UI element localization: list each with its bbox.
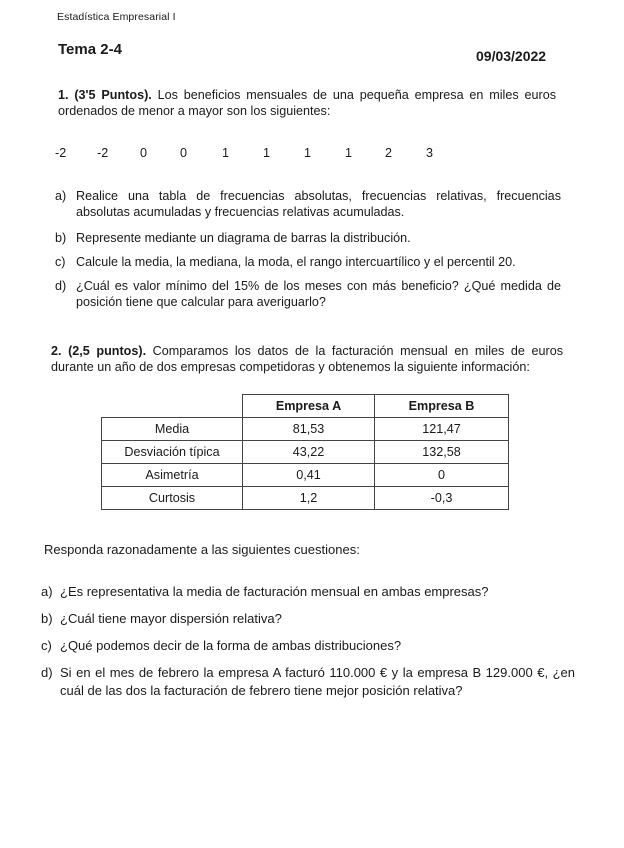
column-header-empresa-a: Empresa A [243,395,375,418]
q2-text: Comparamos los datos de la facturación mensual en miles de euros durante un año de dos empresas competidoras y obtenemos la siguiente información: [51,344,564,374]
data-value: 1 [304,146,312,160]
cell-empresa-b: 121,47 [375,418,509,441]
item-text: ¿Qué podemos decir de la forma de ambas distribuciones? [60,638,402,653]
topic-title: Tema 2-4 [58,41,122,58]
item-text: Calcule la media, la mediana, la moda, el rango intercuartílico y el percentil 20. [76,255,516,269]
data-value: 3 [426,146,434,160]
comparison-table [101,394,509,510]
cell-empresa-a: 81,53 [243,418,375,441]
table-row [102,487,509,510]
data-value: 1 [345,146,353,160]
cell-empresa-b: 132,58 [375,441,509,464]
item-label: a) [55,189,67,203]
data-value: 0 [180,146,188,160]
table-header-row [102,395,509,418]
item-label: d) [41,665,53,680]
data-value: 2 [385,146,393,160]
item-label: b) [55,231,67,245]
data-value: 0 [140,146,148,160]
row-label: Curtosis [102,487,243,510]
q1-points: (3'5 Puntos). [74,88,152,102]
cell-empresa-b: -0,3 [375,487,509,510]
item-label: d) [55,279,67,293]
exam-date: 09/03/2022 [476,48,547,64]
course-header: Estadística Empresarial I [57,11,176,23]
item-label: a) [41,584,53,599]
table-row [102,441,509,464]
q1-statement [58,87,556,119]
item-text: ¿Es representativa la media de facturación mensual en ambas empresas? [60,584,489,599]
table-row [102,418,509,441]
cell-empresa-a: 43,22 [243,441,375,464]
cell-empresa-a: 0,41 [243,464,375,487]
table-corner [102,395,243,418]
item-text: Si en el mes de febrero la empresa A facturó 110.000 € y la empresa B 129.000 €, ¿en cuál de las dos la facturación de febrero tiene mejor posición relativa? [60,665,575,698]
q1-text: Los beneficios mensuales de una pequeña empresa en miles euros ordenados de menor a mayor son los siguientes: [58,88,556,118]
item-label: c) [55,255,66,269]
data-value: 1 [263,146,271,160]
row-label: Desviación típica [102,441,243,464]
column-header-empresa-b: Empresa B [375,395,509,418]
data-value: -2 [97,146,109,160]
cell-empresa-a: 1,2 [243,487,375,510]
item-text: Represente mediante un diagrama de barras la distribución. [76,231,411,245]
table-row [102,464,509,487]
q2-points: (2,5 puntos). [68,344,147,358]
item-text: ¿Cuál es valor mínimo del 15% de los meses con más beneficio? ¿Qué medida de posición tiene que calcular para averiguarlo? [76,279,561,309]
q1-number: 1. [58,88,69,102]
q2-prompt: Responda razonadamente a las siguientes cuestiones: [44,542,360,557]
item-label: c) [41,638,52,653]
q2-statement [51,343,563,375]
item-text: Realice una tabla de frecuencias absolutas, frecuencias relativas, frecuencias absolutas acumuladas y frecuencias relativas acumuladas. [76,189,561,219]
q1-data-sequence [55,146,475,164]
data-value: 1 [222,146,230,160]
item-text: ¿Cuál tiene mayor dispersión relativa? [60,611,282,626]
item-label: b) [41,611,53,626]
row-label: Asimetría [102,464,243,487]
data-value: -2 [55,146,67,160]
row-label: Media [102,418,243,441]
cell-empresa-b: 0 [375,464,509,487]
q2-number: 2. [51,344,62,358]
